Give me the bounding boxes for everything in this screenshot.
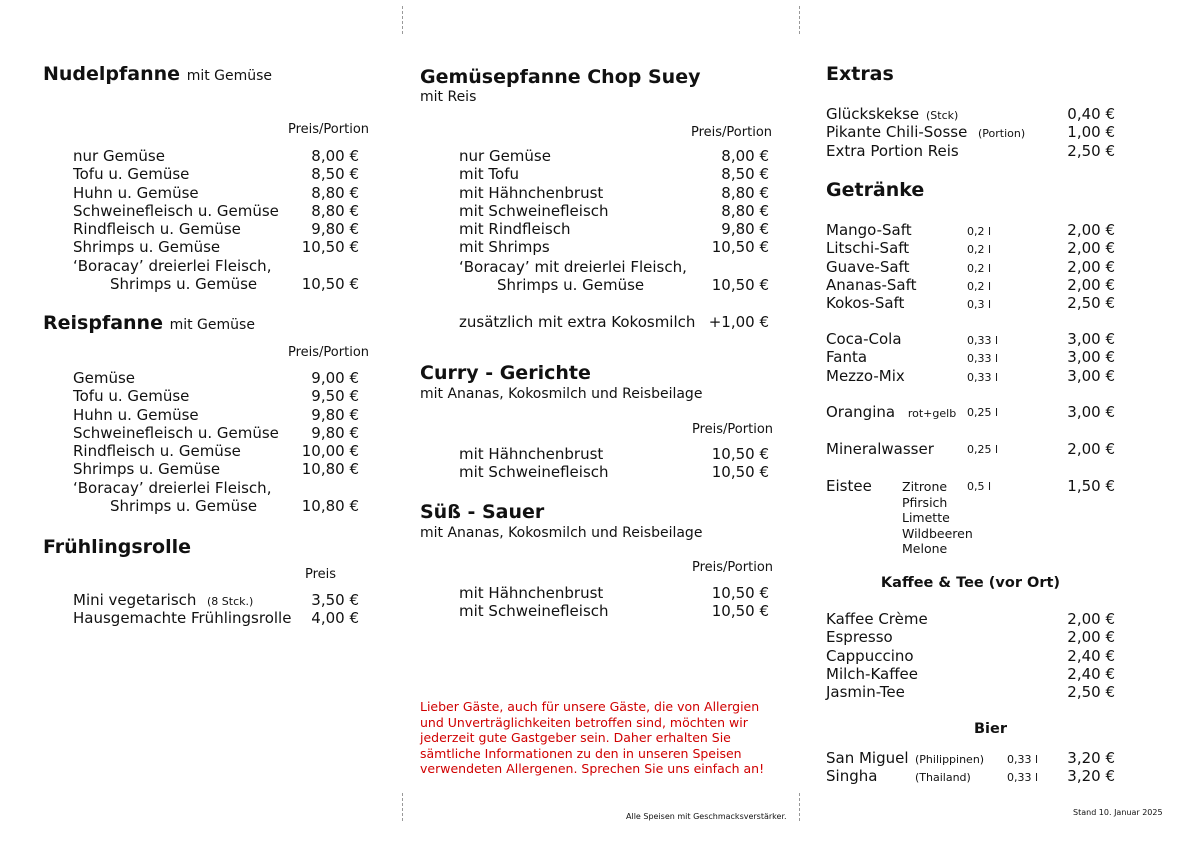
menu-item-note: (8 Stck.) [207,595,254,608]
stand-date: Stand 10. Januar 2025 [1073,808,1163,817]
menu-item-row [826,258,1115,276]
menu-item-price: 2,40 € [1067,664,1115,683]
menu-item-row [459,463,769,481]
menu-item-price: 2,50 € [1067,683,1115,702]
menu-item-price: 0,40 € [1067,105,1115,123]
menu-item-row [826,221,1115,239]
menu-item-price: 2,40 € [1067,646,1115,665]
menu-item-row [826,683,1115,701]
menu-item-price: 3,00 € [1067,330,1115,348]
menu-item-price: 8,50 € [721,165,769,184]
menu-item-price: 8,00 € [311,147,359,165]
drink-size: 0,33 l [967,334,999,347]
menu-item-price: 10,50 € [301,275,359,293]
nudelpfanne-heading [43,63,272,85]
menu-item-name: Litschi-Saft [826,239,910,258]
nudelpfanne-list [73,147,359,257]
drink-size: 0,2 l [967,243,992,257]
fold-mark [799,793,800,821]
section-suffix: mit Gemüse [169,317,255,333]
menu-item-row [459,184,769,202]
menu-item-row [73,442,359,460]
menu-item-name: Schweinefleisch u. Gemüse [73,423,279,442]
menu-item-row [826,628,1115,646]
menu-item-row [73,424,359,442]
menu-item-price: 2,00 € [1067,610,1115,628]
menu-item-price: 8,80 € [721,183,769,202]
menu-item-name: Kokos-Saft [826,294,905,313]
menu-item-row [459,238,769,256]
column-header: Preis/Portion [288,345,370,360]
menu-item-row [73,147,359,165]
menu-item-name: nur Gemüse [459,147,551,165]
menu-item-name: Tofu u. Gemüse [73,387,190,406]
menu-item-row [826,610,1115,628]
drink-size: 0,3 l [967,298,992,312]
menu-item-name: Rindfleisch u. Gemüse [73,220,241,239]
menu-item-name: Mineralwasser [826,440,934,458]
menu-item-name: Rindfleisch u. Gemüse [73,442,241,461]
drink-size: 0,33 l [1007,771,1039,785]
saefte-list [826,221,1115,312]
section-suffix: mit Gemüse [186,68,273,84]
section-title: Extras [826,63,894,85]
menu-item-row [459,602,769,620]
menu-item-row [826,239,1115,257]
footer-note: Alle Speisen mit Geschmacksverstärker. [626,812,787,821]
menu-item-name: mit Schweinefleisch [459,463,609,482]
menu-item-price: 3,00 € [1067,403,1115,421]
menu-item-price: 2,00 € [1067,257,1115,276]
column-header: Preis/Portion [692,560,774,575]
menu-item-name: Shrimps u. Gemüse [73,238,221,257]
menu-item-row [73,387,359,405]
allergy-notice: Lieber Gäste, auch für unsere Gäste, die von Allergien und Unverträglichkeiten betroffen sind, möchten wir jederzeit gute Gastgeber sein. Daher erhalten Sie sämtliche Informationen zu den in unseren Speisen verwendeten Allergenen. Sprechen Sie uns einfach an! [420,699,765,776]
menu-item-row [73,609,359,627]
menu-item-name: Tofu u. Gemüse [73,165,190,184]
menu-item-price: 10,50 € [711,238,769,257]
section-title: Gemüsepfanne Chop Suey [420,66,701,88]
section-title: Nudelpfanne [43,63,181,85]
eistee-flavor: Wildbeeren [902,525,973,541]
menu-item-row [826,105,1115,123]
softdrinks-list [826,330,1115,385]
menu-item-name: Shrimps u. Gemüse [110,497,258,515]
column-header: Preis/Portion [288,122,370,137]
menu-item-price: 2,50 € [1067,294,1115,313]
eistee-flavor: Zitrone [902,479,948,494]
menu-item-row [73,184,359,202]
menu-item-price: 2,50 € [1067,141,1115,160]
menu-item-note: (Portion) [978,127,1026,141]
menu-item-name: Singha [826,767,878,786]
fold-mark [402,6,403,34]
menu-item-row [826,647,1115,665]
menu-item-name [826,403,956,423]
menu-item-name: San Miguel [826,749,909,767]
menu-item-row [73,220,359,238]
section-title: Getränke [826,179,925,201]
menu-item-price: 10,50 € [711,445,769,463]
menu-item-row [73,406,359,424]
menu-item-price: 1,50 € [1067,477,1115,495]
menu-item-row [826,330,1115,348]
menu-item-row [73,202,359,220]
menu-item-price: 8,80 € [721,201,769,220]
section-title: Bier [973,721,1007,737]
menu-item-price: 10,00 € [301,442,359,461]
menu-item-name: Huhn u. Gemüse [73,183,199,202]
column-header: Preis/Portion [691,125,773,140]
menu-item-name: Shrimps u. Gemüse [110,275,258,293]
menu-item-name: mit Schweinefleisch [459,201,609,220]
menu-item-name: ‘Boracay’ mit dreierlei Fleisch, [459,258,687,276]
menu-item-name: Gemüse [73,369,136,387]
menu-item-row [826,123,1115,141]
menu-item-row [826,767,1115,785]
menu-item-name: Shrimps u. Gemüse [497,276,645,294]
menu-item-price: 3,20 € [1067,767,1115,786]
eistee-flavor: Limette [902,510,950,525]
menu-item-row [459,165,769,183]
menu-item-row [826,665,1115,683]
menu-item-price: 1,00 € [1067,123,1115,142]
menu-item-name: Kaffee Crème [826,610,928,628]
drink-size: 0,33 l [967,352,999,366]
menu-item-price: 8,50 € [311,165,359,184]
menu-item-price: 2,00 € [1067,221,1115,239]
drink-size: 0,2 l [967,225,992,238]
section-title: Kaffee & Tee (vor Ort) [880,575,1061,591]
drink-size: 0,5 l [967,480,992,493]
menu-item-price: 9,80 € [311,220,359,239]
menu-item-name: Eistee [826,477,872,495]
menu-item-price: 10,50 € [711,276,769,294]
menu-item-price: 9,80 € [721,220,769,239]
section-subtitle: mit Reis [420,89,477,105]
drink-size: 0,25 l [967,443,999,456]
fold-mark [799,6,800,34]
menu-item-name: Huhn u. Gemüse [73,405,199,424]
menu-item-price: 8,00 € [721,147,769,165]
menu-item-row [826,142,1115,160]
menu-item-price: 9,00 € [311,369,359,387]
menu-item-row [826,294,1115,312]
section-subtitle: mit Ananas, Kokosmilch und Reisbeilage [420,525,703,541]
menu-item-name: Coca-Cola [826,330,902,348]
column-header: Preis/Portion [692,422,774,437]
menu-item-name: Pikante Chili-Sosse [826,123,968,142]
menu-item-name: Extra Portion Reis [826,141,959,160]
menu-item-price: 10,80 € [301,497,359,515]
menu-item-price: 9,80 € [311,405,359,424]
eistee-flavor: Pfirsich [902,494,948,510]
menu-item-name: Fanta [826,348,868,367]
menu-item-name: nur Gemüse [73,147,165,165]
menu-item-row [826,749,1115,767]
menu-item-name: mit Hähnchenbrust [459,445,604,463]
menu-item-name: Mezzo-Mix [826,366,905,385]
menu-item-name: Hausgemachte Frühlingsrolle [73,609,292,628]
menu-item-note: (Stck) [926,109,959,122]
fruehlingsrolle-list [73,591,359,628]
menu-item-name: mit Rindfleisch [459,220,571,239]
menu-item-price: 3,50 € [311,591,359,609]
extra-kokosmilch-label: zusätzlich mit extra Kokosmilch [459,313,696,331]
menu-item-name: mit Shrimps [459,238,550,257]
menu-item-price: 10,50 € [711,602,769,621]
drink-size: 0,33 l [967,370,999,384]
drink-size: 0,25 l [967,406,999,419]
menu-item-name: Mango-Saft [826,221,912,239]
menu-item-row [459,584,769,602]
menu-item-row [826,348,1115,366]
reispfanne-list [73,369,359,479]
menu-item-price: 10,50 € [301,238,359,257]
menu-item-name: mit Hähnchenbrust [459,584,604,602]
menu-item-row [73,369,359,387]
menu-item-name: Mini vegetarisch [73,591,197,609]
menu-item-price: 2,00 € [1067,275,1115,294]
menu-item-row [73,591,359,609]
eistee-flavor: Melone [902,541,948,556]
extras-list [826,105,1115,160]
chopsuey-list [459,147,769,257]
menu-item-name: Jasmin-Tee [826,683,905,702]
reispfanne-heading [43,312,255,334]
menu-item-price: 2,00 € [1067,628,1115,647]
section-title: Frühlingsrolle [43,536,191,558]
extra-kokosmilch-price: +1,00 € [708,313,769,331]
menu-item-row [826,367,1115,385]
section-title: Süß - Sauer [420,501,545,523]
section-subtitle: mit Ananas, Kokosmilch und Reisbeilage [420,386,703,402]
menu-item-row [73,165,359,183]
section-title: Reispfanne [43,312,163,334]
menu-item-name: Ananas-Saft [826,275,917,294]
suess-sauer-list [459,584,769,621]
menu-item-name: Espresso [826,628,893,647]
drink-size: 0,2 l [967,279,992,293]
menu-item-name: Cappuccino [826,646,914,665]
menu-item-row [459,220,769,238]
drink-note: rot+gelb [907,407,957,420]
curry-list [459,445,769,482]
eistee-flavor-list [902,479,973,557]
menu-item-price: 8,80 € [311,201,359,220]
bier-list [826,749,1115,786]
menu-item-price: 8,80 € [311,183,359,202]
menu-item-price: 2,00 € [1067,440,1115,458]
drink-size: 0,33 l [1007,753,1039,766]
menu-item-price: 3,20 € [1067,749,1115,767]
menu-item-name: ‘Boracay’ dreierlei Fleisch, [73,257,272,275]
menu-item-price: 9,50 € [311,387,359,406]
menu-item-price: 10,50 € [711,584,769,602]
menu-item-row [459,445,769,463]
menu-item-name: Milch-Kaffee [826,664,918,683]
menu-item-price: 10,50 € [711,463,769,482]
menu-item-name: ‘Boracay’ dreierlei Fleisch, [73,479,272,497]
menu-item-row [73,238,359,256]
menu-item-name: mit Schweinefleisch [459,602,609,621]
menu-item-price: 3,00 € [1067,366,1115,385]
menu-item-name: Guave-Saft [826,257,910,276]
section-title: Curry - Gerichte [420,362,591,384]
menu-item-price: 10,80 € [301,460,359,479]
menu-item-row [73,460,359,478]
kaffee-list [826,610,1115,701]
menu-item-row [459,147,769,165]
menu-item-name: Schweinefleisch u. Gemüse [73,201,279,220]
menu-item-row [826,276,1115,294]
fold-mark [402,793,403,821]
menu-item-note: (Philippinen) [915,753,985,766]
menu-item-price: 2,00 € [1067,239,1115,258]
menu-item-row [459,202,769,220]
menu-item-name: mit Tofu [459,165,520,184]
menu-item-name: Glückskekse [826,105,920,123]
column-header: Preis [305,567,337,582]
drink-size: 0,2 l [967,261,992,275]
menu-item-note: (Thailand) [915,771,971,785]
menu-item-price: 4,00 € [311,609,359,628]
drink-name: Orangina [826,403,896,421]
menu-item-name: Shrimps u. Gemüse [73,460,221,479]
menu-item-price: 3,00 € [1067,348,1115,367]
menu-item-price: 9,80 € [311,423,359,442]
menu-item-name: mit Hähnchenbrust [459,183,604,202]
